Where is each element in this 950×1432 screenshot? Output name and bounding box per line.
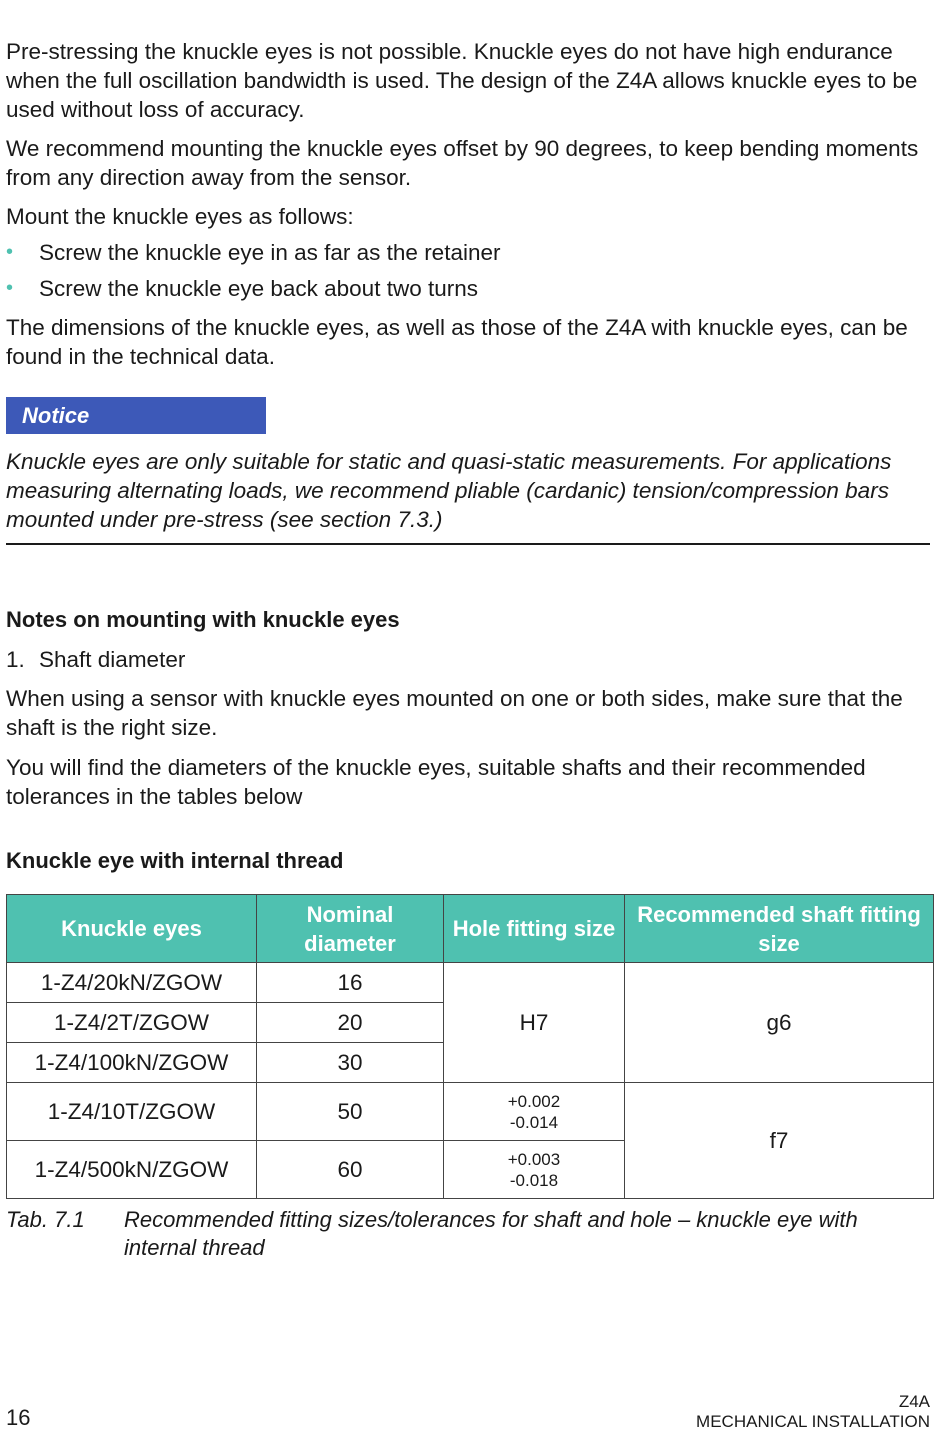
paragraph-dimensions: The dimensions of the knuckle eyes, as well as those of the Z4A with knuckle eyes, can be found in the technical data. — [6, 315, 908, 369]
caption-text: Recommended fitting sizes/tolerances for shaft and hole – knuckle eye with internal thread — [124, 1207, 858, 1260]
cell-knuckle-eye: 1-Z4/10T/ZGOW — [7, 1083, 257, 1141]
paragraph-tables-below: You will find the diameters of the knuckle eyes, suitable shafts and their recommended tolerances in the tables below — [6, 755, 866, 809]
fitting-size-table — [6, 894, 934, 1199]
section-heading-notes: Notes on mounting with knuckle eyes — [6, 607, 400, 632]
column-header: Nominal diameter — [257, 895, 444, 963]
numbered-item-shaft-diameter — [6, 645, 185, 674]
cell-diameter: 60 — [257, 1141, 444, 1199]
table-heading: Knuckle eye with internal thread — [6, 848, 344, 873]
mounting-steps-list — [6, 238, 500, 310]
column-header: Knuckle eyes — [7, 895, 257, 963]
cell-shaft-fit: g6 — [625, 963, 934, 1083]
cell-diameter: 50 — [257, 1083, 444, 1141]
cell-diameter: 16 — [257, 963, 444, 1003]
cell-hole-tolerance — [444, 1083, 625, 1141]
paragraph-mounting-offset: We recommend mounting the knuckle eyes offset by 90 degrees, to keep bending moments from any direction away from the sensor. — [6, 136, 919, 190]
bullet-dot-icon: • — [6, 277, 14, 299]
notice-divider — [6, 543, 930, 545]
cell-diameter: 20 — [257, 1003, 444, 1043]
cell-knuckle-eye: 1-Z4/100kN/ZGOW — [7, 1043, 257, 1083]
tolerance-upper: +0.003 — [507, 1149, 561, 1169]
cell-hole-tolerance — [444, 1141, 625, 1199]
bullet-dot-icon: • — [6, 241, 14, 263]
list-item-text: Screw the knuckle eye in as far as the retainer — [39, 240, 501, 265]
paragraph-mount-intro: Mount the knuckle eyes as follows: — [6, 204, 354, 229]
item-number: 1. — [6, 647, 25, 672]
table-row — [7, 963, 934, 1003]
cell-hole-fit: H7 — [444, 963, 625, 1083]
tolerance-lower: -0.014 — [509, 1112, 559, 1132]
notice-label: Notice — [6, 397, 266, 434]
list-item — [6, 238, 500, 274]
tolerance-upper: +0.002 — [507, 1091, 561, 1111]
cell-shaft-fit: f7 — [625, 1083, 934, 1199]
cell-knuckle-eye: 1-Z4/20kN/ZGOW — [7, 963, 257, 1003]
column-header: Hole fitting size — [444, 895, 625, 963]
cell-knuckle-eye: 1-Z4/2T/ZGOW — [7, 1003, 257, 1043]
caption-label: Tab. 7.1 — [6, 1207, 85, 1232]
cell-knuckle-eye: 1-Z4/500kN/ZGOW — [7, 1141, 257, 1199]
cell-diameter: 30 — [257, 1043, 444, 1083]
column-header: Recommended shaft fitting size — [625, 895, 934, 963]
footer-running-head — [696, 1392, 930, 1432]
footer-product: Z4A — [898, 1392, 930, 1411]
table-row — [7, 1083, 934, 1141]
list-item-text: Screw the knuckle eye back about two turns — [39, 276, 478, 301]
notice-text: Knuckle eyes are only suitable for static and quasi-static measurements. For applications measuring alternating loads, we recommend pliable (cardanic) tension/compression bars mounted under pre-stress (see section 7.3.) — [6, 449, 892, 532]
paragraph-shaft-size: When using a sensor with knuckle eyes mounted on one or both sides, make sure that the shaft is the right size. — [6, 686, 903, 740]
list-item — [6, 274, 500, 310]
item-text: Shaft diameter — [39, 647, 186, 672]
paragraph-prestressing: Pre-stressing the knuckle eyes is not possible. Knuckle eyes do not have high endurance when the full oscillation bandwidth is used. The design of the Z4A allows knuckle eyes to be used without loss of accuracy. — [6, 39, 918, 122]
footer-section: MECHANICAL INSTALLATION — [696, 1412, 930, 1431]
tolerance-lower: -0.018 — [509, 1170, 559, 1190]
page-number: 16 — [6, 1405, 31, 1430]
